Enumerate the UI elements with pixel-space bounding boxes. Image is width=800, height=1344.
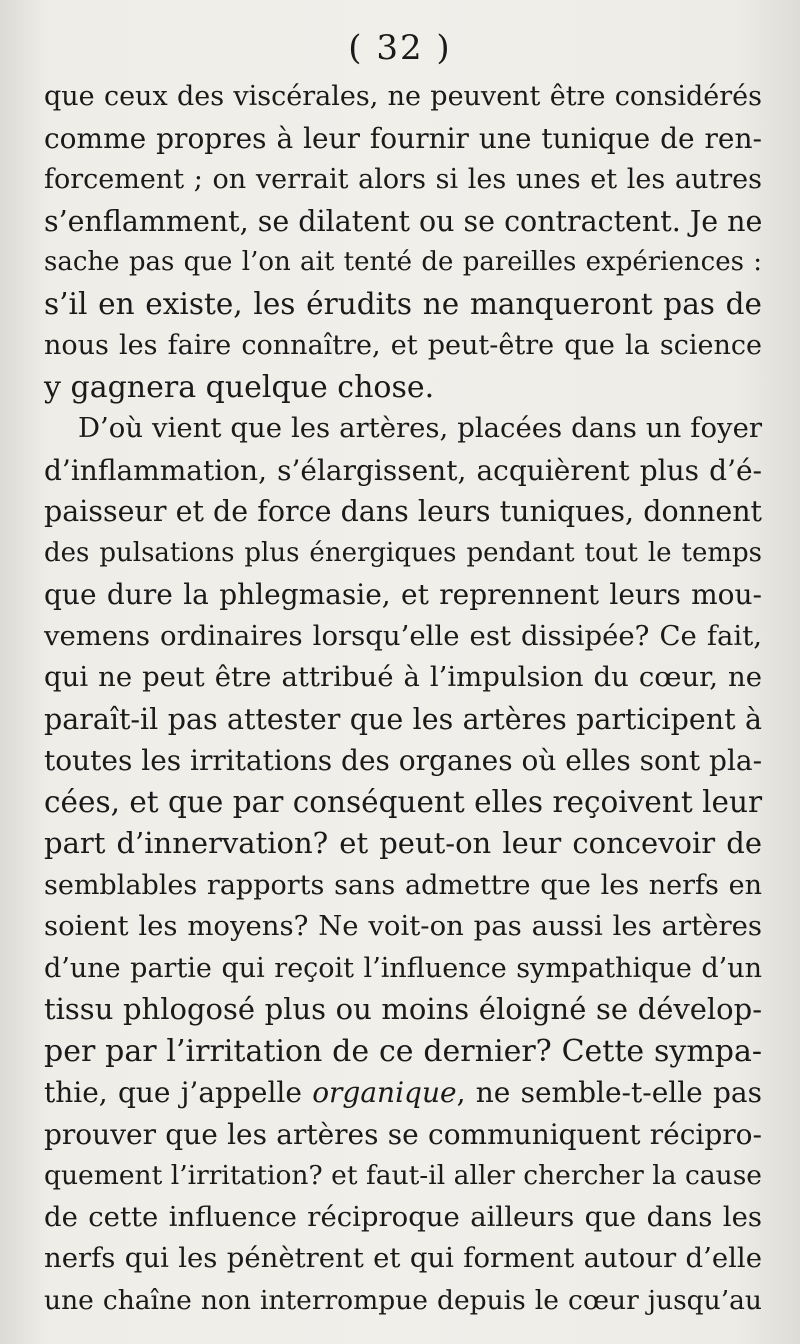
text-line: des pulsations plus énergiques pendant tout le temps [44, 537, 762, 568]
text-line: s’il en existe, les érudits ne manqueront pas de [44, 286, 762, 321]
text-line: D’où vient que les artères, placées dans un foyer [78, 412, 762, 444]
text-line: nerfs qui les pénètrent et qui forment autour d’elle [44, 1242, 762, 1274]
body-text [44, 76, 762, 1321]
text-line: paraît-il pas attester que les artères participent à [44, 702, 762, 736]
text-line: forcement ; on verrait alors si les unes et les autres [44, 164, 762, 195]
text-line: qui ne peut être attribué à l’impulsion du cœur, ne [44, 661, 762, 693]
text-line: semblables rapports sans admettre que les nerfs en [44, 869, 762, 901]
text-segment: , ne semble-t-elle pas [456, 1076, 762, 1109]
text-line: de cette influence réciproque ailleurs que dans les [44, 1200, 762, 1233]
text-line: d’inflammation, s’élargissent, acquièrent plus d’é- [44, 453, 762, 487]
text-line: paisseur et de force dans leurs tuniques, donnent [44, 495, 762, 528]
text-line: d’une partie qui reçoit l’influence sympathique d’un [44, 952, 762, 984]
text-line: sache pas que l’on ait tenté de pareilles expériences : [44, 247, 762, 277]
text-line: nous les faire connaître, et peut-être que la science [44, 330, 762, 361]
italic-word: organique [312, 1076, 457, 1109]
text-line: s’enflamment, se dilatent ou se contractent. Je ne [44, 204, 763, 238]
text-line: comme propres à leur fournir une tunique de ren- [44, 121, 762, 155]
text-line: per par l’irritation de ce dernier? Cette sympa- [44, 1033, 762, 1069]
text-line: que ceux des viscérales, ne peuvent être considérés [44, 81, 762, 112]
text-segment: thie, que j’appelle [44, 1076, 313, 1109]
text-line: toutes les irritations des organes où elles sont pla- [44, 744, 763, 777]
text-line: vemens ordinaires lorsqu’elle est dissipée? Ce fait, [44, 619, 762, 652]
text-line: cées, et que par conséquent elles reçoivent leur [44, 784, 763, 819]
text-line: tissu phlogosé plus ou moins éloigné se dévelop- [44, 992, 762, 1026]
text-line: soient les moyens? Ne voit-on pas aussi les artères [44, 910, 762, 942]
text-line: une chaîne non interrompue depuis le cœur jusqu’au [44, 1284, 762, 1316]
text-line: que dure la phlegmasie, et reprennent leurs mou- [44, 578, 762, 611]
page-number: ( 32 ) [348, 28, 452, 68]
text-line: prouver que les artères se communiquent récipro- [44, 1117, 762, 1151]
text-line: part d’innervation? et peut-on leur concevoir de [44, 826, 762, 860]
text-line-with-italic [44, 1072, 762, 1114]
text-line: y gagnera quelque chose. [44, 369, 435, 405]
text-line: quement l’irritation? et faut-il aller chercher la cause [44, 1160, 762, 1191]
